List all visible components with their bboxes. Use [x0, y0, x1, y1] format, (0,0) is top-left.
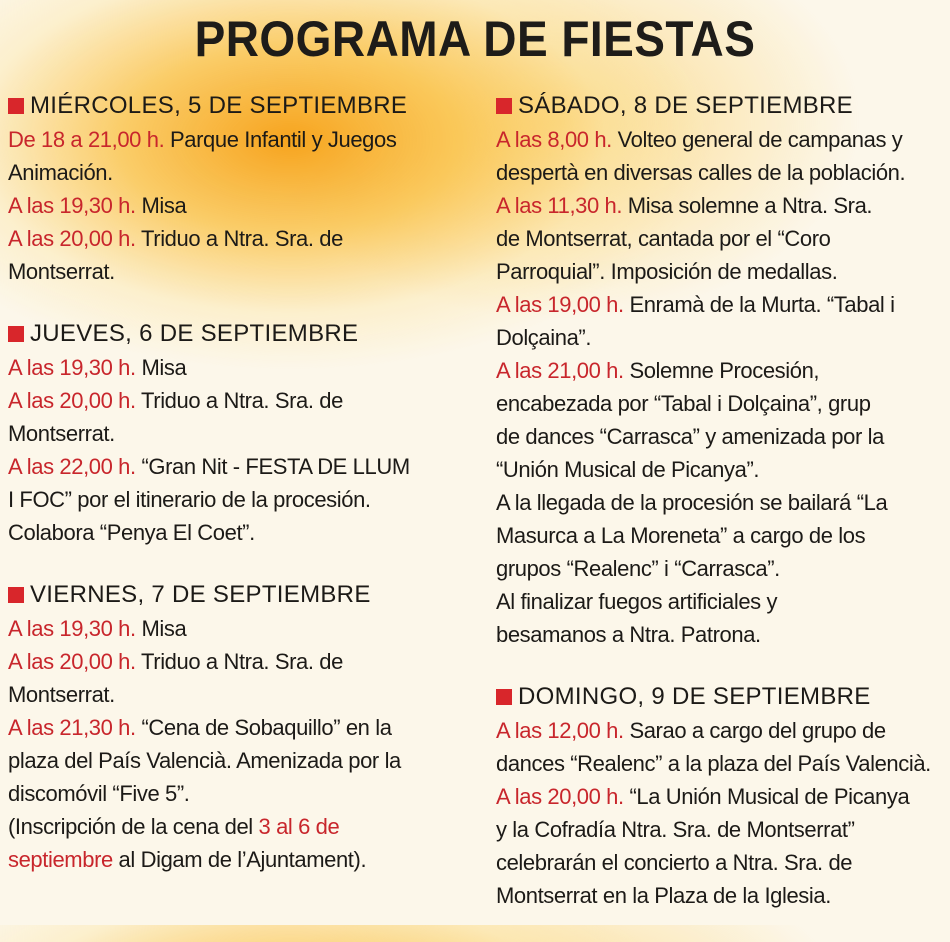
event-line — [496, 255, 946, 288]
event-line — [8, 156, 478, 189]
event-line — [8, 744, 478, 777]
event-line — [8, 450, 478, 483]
event-description: encabezada por “Tabal i Dolçaina”, grup — [496, 391, 871, 416]
event-description: “Cena de Sobaquillo” en la — [135, 715, 392, 740]
event-description: Sarao a cargo del grupo de — [623, 718, 886, 743]
day-heading-text: MIÉRCOLES, 5 DE SEPTIEMBRE — [30, 92, 408, 119]
event-line — [496, 618, 946, 651]
event-description: Al finalizar fuegos artificiales y — [496, 589, 778, 614]
event-description: Parroquial”. Imposición de medallas. — [496, 259, 838, 284]
event-line — [496, 222, 946, 255]
event-line — [496, 519, 946, 552]
event-line — [8, 189, 478, 222]
event-time: A las 12,00 h. — [496, 718, 624, 743]
event-description: Montserrat. — [8, 259, 115, 284]
event-line — [496, 189, 946, 222]
event-description: Misa — [135, 355, 187, 380]
event-time: A las 20,00 h. — [8, 226, 136, 251]
day-heading — [8, 90, 478, 123]
event-line — [8, 123, 478, 156]
event-description: Enramà de la Murta. “Tabal i — [623, 292, 895, 317]
event-line — [8, 351, 478, 384]
event-time: A las 19,30 h. — [8, 355, 136, 380]
red-square-bullet-icon — [496, 689, 512, 705]
event-line — [8, 222, 478, 255]
event-line — [496, 387, 946, 420]
event-line — [8, 417, 478, 450]
event-description: celebrarán el concierto a Ntra. Sra. de — [496, 850, 853, 875]
event-description: despertà en diversas calles de la población. — [496, 160, 906, 185]
event-description: plaza del País Valencià. Amenizada por la — [8, 748, 401, 773]
event-line — [496, 846, 946, 879]
right-column — [496, 90, 946, 942]
event-description: y la Cofradía Ntra. Sra. de Montserrat” — [496, 817, 855, 842]
event-line — [8, 612, 478, 645]
event-line — [8, 483, 478, 516]
event-line — [496, 780, 946, 813]
event-description: Triduo a Ntra. Sra. de — [135, 649, 343, 674]
day-section — [8, 90, 478, 288]
day-heading-text: VIERNES, 7 DE SEPTIEMBRE — [30, 581, 371, 608]
event-description: I FOC” por el itinerario de la procesión. — [8, 487, 371, 512]
event-line — [496, 288, 946, 321]
red-square-bullet-icon — [8, 587, 24, 603]
event-time: A las 19,30 h. — [8, 616, 136, 641]
event-line — [496, 123, 946, 156]
event-description: Misa — [135, 193, 187, 218]
event-description: Misa — [135, 616, 187, 641]
event-description: (Inscripción de la cena del — [8, 814, 259, 839]
event-description: de dances “Carrasca” y amenizada por la — [496, 424, 884, 449]
event-time: A las 20,00 h. — [8, 649, 136, 674]
event-description: de Montserrat, cantada por el “Coro — [496, 226, 831, 251]
event-line — [496, 486, 946, 519]
day-heading — [8, 579, 478, 612]
day-section — [8, 318, 478, 549]
event-line — [496, 879, 946, 912]
event-line — [496, 420, 946, 453]
left-column — [8, 90, 478, 906]
event-line — [8, 711, 478, 744]
event-description: Colabora “Penya El Coet”. — [8, 520, 255, 545]
event-description: Solemne Procesión, — [623, 358, 820, 383]
event-time: A las 20,00 h. — [8, 388, 136, 413]
event-line — [8, 678, 478, 711]
event-description: “La Unión Musical de Picanya — [623, 784, 910, 809]
event-description: Montserrat en la Plaza de la Iglesia. — [496, 883, 831, 908]
event-line — [496, 714, 946, 747]
day-section — [496, 681, 946, 912]
event-line — [8, 777, 478, 810]
event-description: besamanos a Ntra. Patrona. — [496, 622, 761, 647]
event-line — [496, 156, 946, 189]
event-line — [496, 354, 946, 387]
event-line — [8, 810, 478, 843]
event-time: septiembre — [8, 847, 113, 872]
day-section — [8, 579, 478, 876]
red-square-bullet-icon — [8, 326, 24, 342]
day-heading — [496, 681, 946, 714]
event-line — [8, 843, 478, 876]
event-description: “Gran Nit - FESTA DE LLUM — [135, 454, 410, 479]
event-line — [496, 321, 946, 354]
event-description: Volteo general de campanas y — [611, 127, 903, 152]
event-time: A las 20,00 h. — [496, 784, 624, 809]
event-time: 3 al 6 de — [258, 814, 340, 839]
event-line — [496, 552, 946, 585]
event-description: A la llegada de la procesión se bailará “La — [496, 490, 888, 515]
red-square-bullet-icon — [496, 98, 512, 114]
event-description: discomóvil “Five 5”. — [8, 781, 190, 806]
event-time: De 18 a 21,00 h. — [8, 127, 165, 152]
event-line — [496, 585, 946, 618]
event-description: Masurca a La Moreneta” a cargo de los — [496, 523, 866, 548]
event-time: A las 21,30 h. — [8, 715, 136, 740]
event-line — [8, 255, 478, 288]
event-time: A las 8,00 h. — [496, 127, 612, 152]
event-line — [496, 453, 946, 486]
event-description: Triduo a Ntra. Sra. de — [135, 226, 343, 251]
event-line — [496, 813, 946, 846]
event-line — [8, 516, 478, 549]
event-line — [8, 645, 478, 678]
day-heading — [8, 318, 478, 351]
event-description: grupos “Realenc” i “Carrasca”. — [496, 556, 780, 581]
day-heading-text: DOMINGO, 9 DE SEPTIEMBRE — [518, 683, 871, 710]
red-square-bullet-icon — [8, 98, 24, 114]
event-description: Montserrat. — [8, 682, 115, 707]
event-time: A las 19,00 h. — [496, 292, 624, 317]
event-description: “Unión Musical de Picanya”. — [496, 457, 760, 482]
day-heading — [496, 90, 946, 123]
day-heading-text: JUEVES, 6 DE SEPTIEMBRE — [30, 320, 359, 347]
event-description: Misa solemne a Ntra. Sra. — [622, 193, 873, 218]
event-description: Animación. — [8, 160, 113, 185]
event-time: A las 22,00 h. — [8, 454, 136, 479]
event-time: A las 19,30 h. — [8, 193, 136, 218]
event-line — [8, 384, 478, 417]
event-description: Parque Infantil y Juegos — [164, 127, 397, 152]
event-description: Triduo a Ntra. Sra. de — [135, 388, 343, 413]
event-description: Montserrat. — [8, 421, 115, 446]
day-heading-text: SÁBADO, 8 DE SEPTIEMBRE — [518, 92, 853, 119]
event-description: Dolçaina”. — [496, 325, 592, 350]
event-description: al Digam de l’Ajuntament). — [112, 847, 367, 872]
page-title: PROGRAMA DE FIESTAS — [194, 11, 756, 67]
day-section — [496, 90, 946, 651]
event-description: dances “Realenc” a la plaza del País Valencià. — [496, 751, 931, 776]
event-line — [496, 747, 946, 780]
event-time: A las 21,00 h. — [496, 358, 624, 383]
event-time: A las 11,30 h. — [496, 193, 623, 218]
